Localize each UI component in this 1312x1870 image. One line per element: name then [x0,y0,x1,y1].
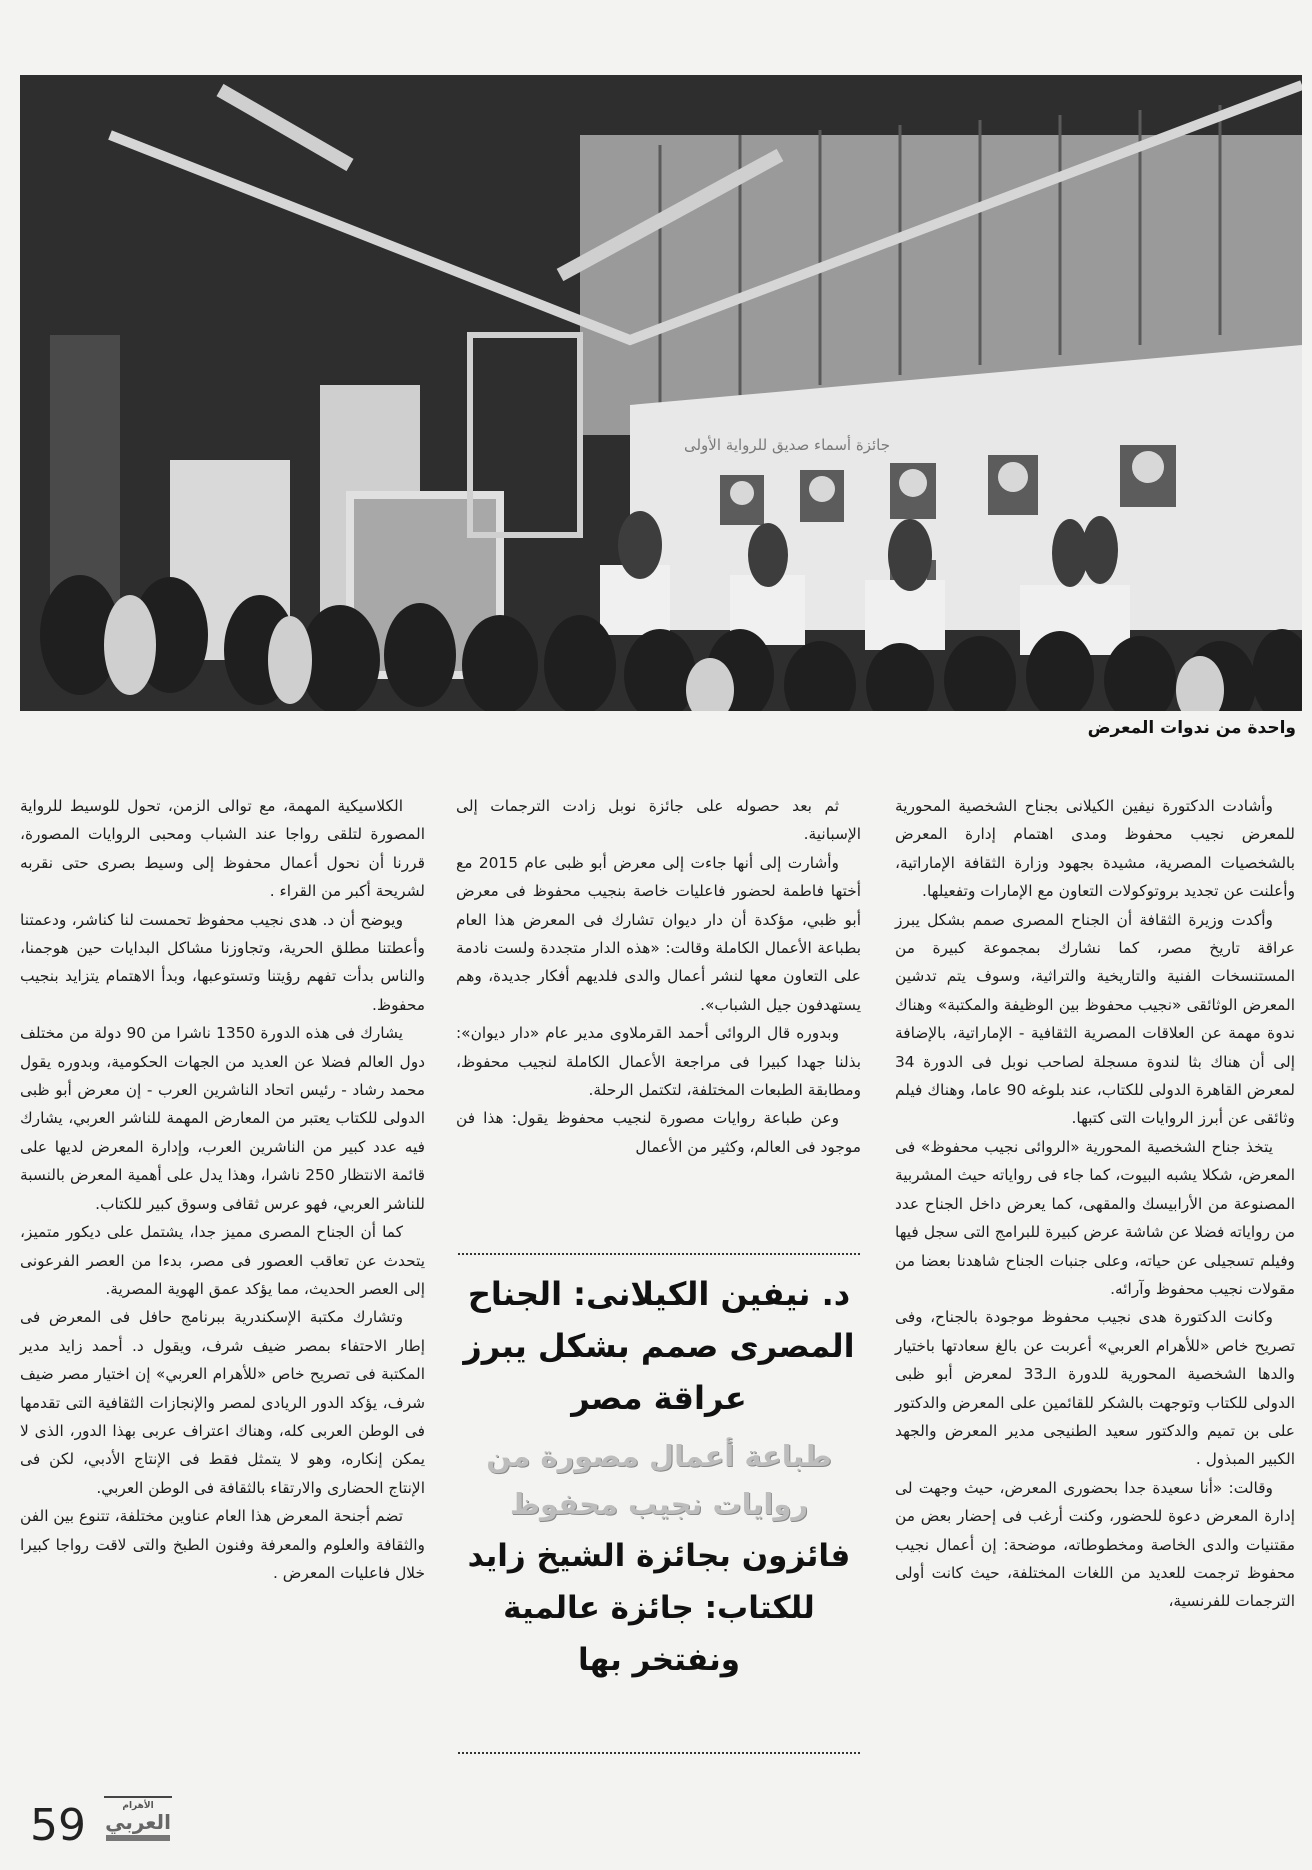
photo-caption: واحدة من ندوات المعرض [1087,718,1296,738]
dotted-divider [458,1253,860,1255]
paragraph: الكلاسيكية المهمة، مع توالى الزمن، تحول للوسيط للرواية المصورة لتلقى رواجا عند الشباب ومحبى الروايات المصورة، قررنا أن نحول أعمال محفوظ إلى وسيط بصرى حتى نقربه لشريحة أكبر من القراء . [20,797,425,901]
paragraph: وعن طباعة روايات مصورة لنجيب محفوظ يقول: هذا فن موجود فى العالم، وكثير من الأعمال [456,1109,861,1156]
page-number: 59 [30,1800,86,1851]
article-column-left [20,792,425,1587]
paragraph: وقالت: «أنا سعيدة جدا بحضورى المعرض، حيث وجهت لى إدارة المعرض دعوة للحضور، وكنت أرغب فى إحضار بعض من مقتنيات والدى الخاصة ومخطوطاته، موضحة: إن أعمال نجيب محفوظ ترجمت للعديد من اللغات المختلفة، حيث كانت أولى الترجمات للفرنسية، [895,1478,1295,1611]
dotted-divider [458,1752,860,1754]
paragraph: يشارك فى هذه الدورة 1350 ناشرا من 90 دولة من مختلف دول العالم فضلا عن العديد من الجهات الحكومية، وبدوره يقول محمد رشاد - رئيس اتحاد الناشرين العرب - إن معرض أبو ظبى الدولى للكتاب يعتبر من المعارض المهمة للناشر العربي، يشارك فيه عدد كبير من الناشرين العرب، وإدارة المعرض لديها على قائمة الانتظار 250 ناشرا، وهذا يدل على أهمية المعرض بالنسبة للناشر العربي، فهو عرس ثقافى وسوق كبير للكتاب. [20,1024,425,1213]
paragraph: وبدوره قال الروائى أحمد القرملاوى مدير عام «دار ديوان»: بذلنا جهدا كبيرا فى مراجعة الأعمال الكاملة لنجيب محفوظ، ومطابقة الطبعات المختلفة، لتكتمل الرحلة. [456,1024,861,1100]
paragraph: ثم بعد حصوله على جائزة نوبل زادت الترجمات إلى الإسبانية. [456,797,861,844]
paragraph: وأكدت وزيرة الثقافة أن الجناح المصرى صمم بشكل يبرز عراقة تاريخ مصر، كما نشارك بمجموعة كبيرة من المستنسخات الفنية والتاريخية والتراثية، وسوف يتم تدشين المعرض الوثائقى «نجيب محفوظ بين الوظيفة والمكتبة» وهناك ندوة مهمة عن العلاقات المصرية الثقافية - الإماراتية، بالإضافة إلى أن هناك بثا لندوة مسجلة لصاحب نوبل فى الدورة 34 لمعرض القاهرة الدولى للكتاب، عند بلوغه 90 عاما، وهناك فيلم وثائقى عن أبرز الروايات التى كتبها. [895,910,1296,1128]
banner-title: جائزة أسماء صديق للرواية الأولى [683,436,890,454]
pull-quote-subheadline: طباعة أعمال مصورة من روايات نجيب محفوظ [486,1439,832,1521]
paragraph: ويوضح أن د. هدى نجيب محفوظ تحمست لنا كناشر، ودعمتنا وأعطتنا مطلق الحرية، وتجاوزنا مشاكل البدايات حين هوجمنا، والناس بدأت تفهم رؤيتنا وتستوعبها، وبدأ الاهتمام يتزايد بنجيب محفوظ. [20,910,425,1014]
pull-quote-headline-secondary: فائزون بجائزة الشيخ زايد للكتاب: جائزة عالمية ونفتخر بها [467,1538,851,1678]
logo-top-text: الأهرام [122,1801,154,1811]
logo-main-text: العربي [105,1810,171,1834]
paragraph: كما أن الجناح المصرى مميز جدا، يشتمل على ديكور متميز، يتحدث عن تعاقب العصور فى مصر، بدءا من العصر الفرعونى إلى العصر الحديث، مما يؤكد عمق الهوية المصرية. [20,1223,425,1298]
paragraph: وكانت الدكتورة هدى نجيب محفوظ موجودة بالجناح، وفى تصريح خاص «للأهرام العربي» أعربت عن بالغ سعادتها باختيار والدها الشخصية المحورية للدورة الـ33 لمعرض أبو ظبى الدولى للكتاب وتوجهت بالشكر للقائمين على المعرض والدكتور على بن تميم والدكتور سعيد الطنيجى مدير المعرض والجهد الكبير المبذول . [895,1308,1295,1469]
magazine-logo [98,1796,178,1858]
paragraph: تضم أجنحة المعرض هذا العام عناوين مختلفة، تتنوع بين الفن والثقافة والعلوم والمعرفة وفنون الطبخ والتى لاقت رواجا كبيرا خلال فاعليات المعرض . [20,1507,425,1582]
article-column-right [895,792,1295,1616]
photo-scene [20,75,1302,711]
logo-rule [104,1796,172,1798]
paragraph: يتخذ جناح الشخصية المحورية «الروائى نجيب محفوظ» فى المعرض، شكلا يشبه البيوت، كما جاء فى رواياته حيث المشربية المصنوعة من الأرابيسك والمقهى، كما يعرض داخل الجناح عدد من رواياته فضلا عن شاشة عرض كبيرة للبرامج التى سجل فيها وفيلم تسجيلى عن حياته، وعلى جنبات الجناح شاهدنا بعضا من مقولات نجيب محفوظ وآرائه. [895,1137,1295,1298]
article-column-middle [456,792,861,1161]
logo-strip [106,1835,170,1841]
paragraph: وأشادت الدكتورة نيفين الكيلانى بجناح الشخصية المحورية للمعرض نجيب محفوظ ومدى اهتمام إدارة المعرض بالشخصيات المصرية، مشيدة بجهود وزارة الثقافة الإماراتية، وأعلنت عن تجديد بروتوكولات التعاون مع الإمارات وتفعيلها. [895,797,1295,901]
article-photo [20,75,1302,711]
paragraph: وتشارك مكتبة الإسكندرية ببرنامج حافل فى المعرض فى إطار الاحتفاء بمصر ضيف شرف، ويقول د. أحمد زايد مدير المكتبة فى تصريح خاص «للأهرام العربي» إن اختيار مصر ضيف شرف، يؤكد الدور الريادى لمصر والإنجازات الثقافية التى تقدمها فى الوطن العربى كله، وهناك اعتراف عربى بهذا الدور، الذى لا يمكن إنكاره، وهو لا يتمثل فقط فى الإنتاج الأدبي، لكن فى الإنتاج الحضارى والارتقاء بالثقافة فى الوطن العربي. [20,1308,425,1497]
pull-quote-headline: د. نيفين الكيلانى: الجناح المصرى صمم بشكل يبرز عراقة مصر [463,1275,855,1417]
paragraph: وأشارت إلى أنها جاءت إلى معرض أبو ظبى عام 2015 مع أختها فاطمة لحضور فاعليات خاصة بنجيب محفوظ فى معرض أبو ظبي، مؤكدة أن دار ديوان تشارك فى المعرض هذا العام بطباعة الأعمال الكاملة وقالت: «هذه الدار متجددة ولست نادمة على التعاون معها لنشر أعمال والدى فلديهم أفكار جديدة، وهم يستهدفون جيل الشباب». [456,853,861,1014]
